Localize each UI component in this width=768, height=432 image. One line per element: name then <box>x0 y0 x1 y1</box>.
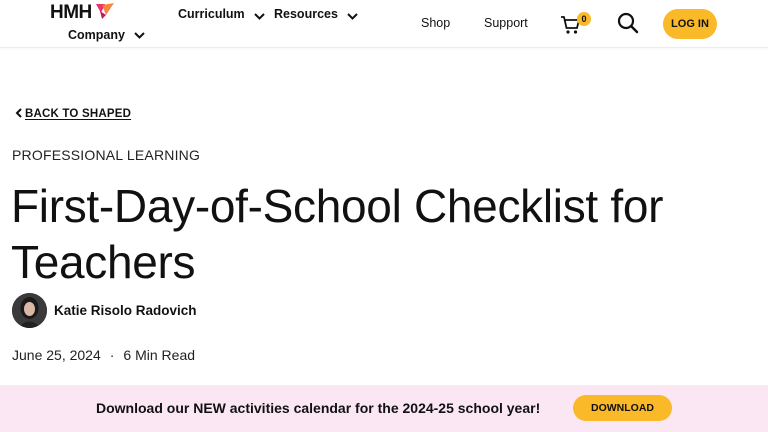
login-button[interactable]: LOG IN <box>663 9 717 39</box>
cart-count-badge: 0 <box>577 12 591 26</box>
author-name: Katie Risolo Radovich <box>54 303 197 318</box>
promo-banner <box>0 385 768 432</box>
avatar <box>12 293 47 328</box>
site-header <box>0 0 768 48</box>
cart-button[interactable] <box>560 12 592 36</box>
chevron-down-icon <box>347 9 358 23</box>
search-button[interactable] <box>617 12 641 36</box>
nav-resources[interactable] <box>274 5 358 23</box>
nav-company[interactable] <box>68 28 145 42</box>
back-link-label: BACK TO SHAPED <box>25 108 132 120</box>
nav-support[interactable]: Support <box>484 16 528 30</box>
article-title: First-Day-of-School Checklist for Teachers <box>11 180 664 288</box>
nav-curriculum[interactable] <box>178 5 265 23</box>
hmh-logo-mark-icon <box>94 1 116 26</box>
nav-curriculum-label: Curriculum <box>178 7 245 21</box>
read-time: 6 Min Read <box>123 347 196 363</box>
download-button[interactable]: DOWNLOAD <box>573 395 672 421</box>
back-link[interactable] <box>15 105 131 123</box>
article-category[interactable]: PROFESSIONAL LEARNING <box>12 147 201 163</box>
chevron-down-icon <box>254 9 265 23</box>
nav-shop[interactable]: Shop <box>421 16 451 30</box>
nav-company-label: Company <box>68 28 125 42</box>
logo-text: HMH <box>50 2 92 23</box>
search-icon <box>617 21 639 38</box>
hmh-logo[interactable] <box>50 2 116 24</box>
chevron-left-icon <box>15 105 22 123</box>
nav-resources-label: Resources <box>274 7 338 21</box>
article-meta <box>12 347 195 363</box>
chevron-down-icon <box>134 28 145 42</box>
meta-separator: · <box>109 347 115 363</box>
banner-text: Download our NEW activities calendar for the 2024-25 school year! <box>96 400 541 416</box>
author-byline[interactable] <box>12 293 197 328</box>
publish-date: June 25, 2024 <box>12 347 101 363</box>
